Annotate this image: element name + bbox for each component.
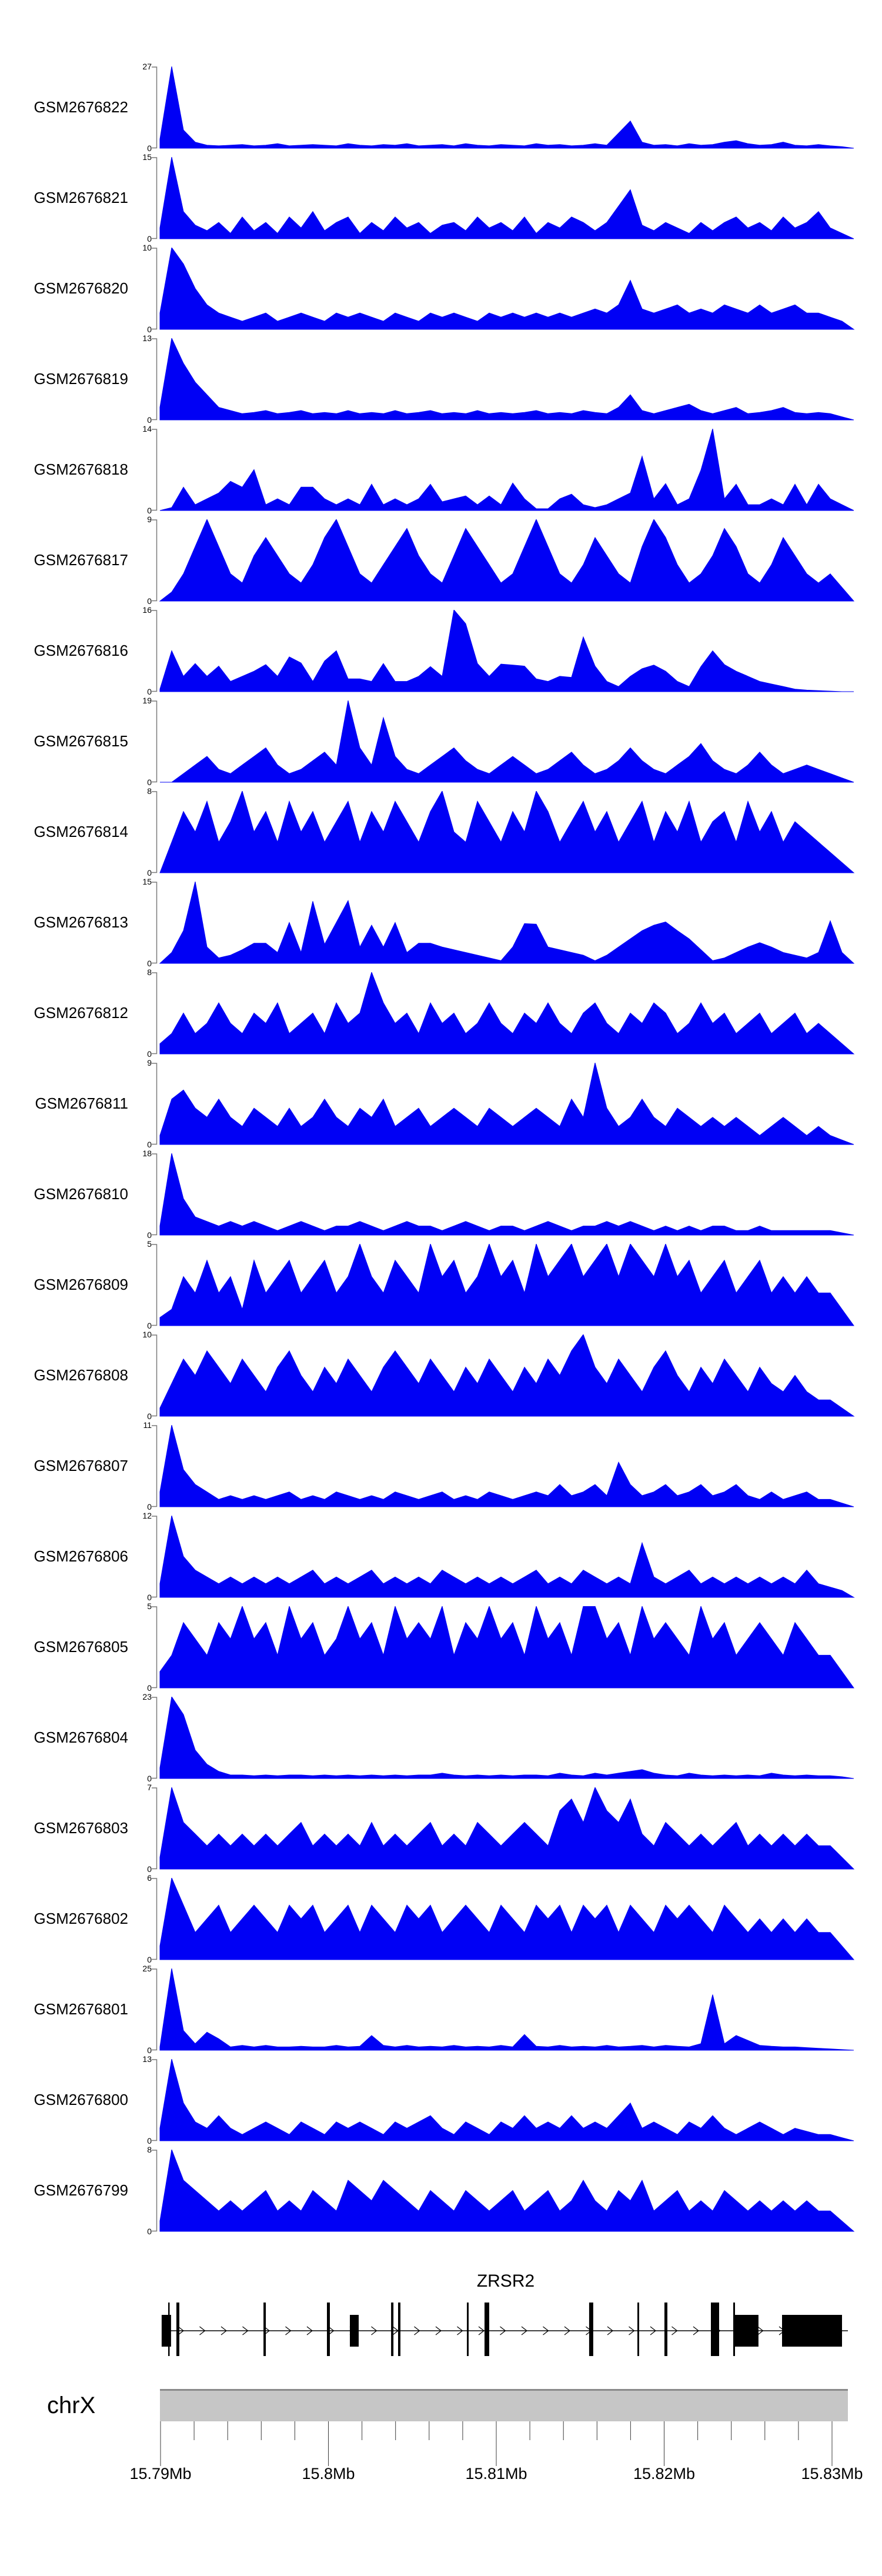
coverage-track-row xyxy=(0,877,882,972)
coverage-area xyxy=(160,1334,854,1416)
y-axis-bracket xyxy=(152,1878,157,1960)
y-axis-zero-label: 0 xyxy=(147,1412,152,1421)
y-axis-max-label: 25 xyxy=(142,1964,152,1973)
y-axis-max-label: 18 xyxy=(142,1149,152,1158)
coverage-area xyxy=(160,1063,854,1144)
y-axis-bracket xyxy=(152,248,157,329)
coverage-track-row xyxy=(0,1149,882,1244)
y-axis-zero-label: 0 xyxy=(147,2227,152,2236)
coverage-track-row xyxy=(0,152,882,248)
y-axis-max-label: 8 xyxy=(147,2145,152,2154)
y-axis-bracket xyxy=(152,1607,157,1688)
track-sample-label: GSM2676822 xyxy=(34,98,128,116)
coverage-area xyxy=(160,519,854,601)
coverage-plot xyxy=(147,791,858,874)
track-sample-label: GSM2676818 xyxy=(34,461,128,478)
gene-exon-bar xyxy=(467,2303,469,2356)
y-axis-bracket xyxy=(152,1788,157,1869)
y-axis-max-label: 16 xyxy=(142,605,152,615)
y-axis-zero-label: 0 xyxy=(147,1593,152,1602)
track-sample-label: GSM2676801 xyxy=(34,2000,128,2018)
y-axis-bracket xyxy=(152,792,157,873)
coverage-plot xyxy=(147,66,858,149)
coverage-area xyxy=(160,882,854,963)
coverage-plot xyxy=(147,1516,858,1599)
gene-exon-bar xyxy=(327,2303,330,2356)
y-axis-zero-label: 0 xyxy=(147,1140,152,1149)
coverage-track-row xyxy=(0,1330,882,1425)
y-axis-bracket xyxy=(152,2150,157,2231)
coverage-plot xyxy=(147,429,858,512)
y-axis-max-label: 9 xyxy=(147,1058,152,1067)
coverage-plot xyxy=(147,1334,858,1417)
gene-exon-box xyxy=(734,2315,759,2347)
coverage-area xyxy=(160,1697,854,1778)
gene-name-label: ZRSR2 xyxy=(476,2271,535,2291)
coverage-area xyxy=(160,1516,854,1597)
coverage-plot xyxy=(147,2059,858,2142)
track-sample-label: GSM2676817 xyxy=(34,551,128,569)
y-axis-bracket xyxy=(152,429,157,510)
gene-exon-bar xyxy=(637,2303,639,2356)
y-axis-zero-label: 0 xyxy=(147,868,152,877)
coverage-area xyxy=(160,972,854,1054)
coverage-track-row xyxy=(0,786,882,882)
coverage-track-row xyxy=(0,967,882,1063)
coverage-track-row xyxy=(0,62,882,157)
coverage-area xyxy=(160,1606,854,1688)
y-axis-zero-label: 0 xyxy=(147,1049,152,1059)
coverage-area xyxy=(160,2059,854,2141)
y-axis-max-label: 15 xyxy=(142,152,152,162)
y-axis-max-label: 23 xyxy=(142,1692,152,1701)
coverage-plot xyxy=(147,1878,858,1961)
y-axis-max-label: 15 xyxy=(142,877,152,886)
coverage-track-row xyxy=(0,333,882,429)
y-axis-bracket xyxy=(152,520,157,601)
coverage-track-row xyxy=(0,1783,882,1878)
gene-exon-bar xyxy=(391,2303,393,2356)
track-sample-label: GSM2676802 xyxy=(34,1910,128,1927)
coverage-plot xyxy=(147,1787,858,1870)
gene-exon-bar xyxy=(263,2303,266,2356)
y-axis-zero-label: 0 xyxy=(147,1955,152,1964)
coverage-area xyxy=(160,1153,854,1235)
ruler-tick-label: 15.8Mb xyxy=(302,2465,355,2482)
y-axis-bracket xyxy=(152,973,157,1054)
y-axis-max-label: 7 xyxy=(147,1783,152,1792)
y-axis-bracket xyxy=(152,1426,157,1507)
y-axis-zero-label: 0 xyxy=(147,1321,152,1330)
gene-exon-bar xyxy=(398,2303,400,2356)
gene-exon-bar xyxy=(711,2303,719,2356)
y-axis-bracket xyxy=(152,2060,157,2141)
coverage-track-row xyxy=(0,243,882,338)
coverage-track-row xyxy=(0,1873,882,1968)
y-axis-zero-label: 0 xyxy=(147,2046,152,2055)
coordinate-ruler xyxy=(147,2421,858,2468)
coverage-plot xyxy=(147,1697,858,1780)
y-axis-zero-label: 0 xyxy=(147,325,152,334)
track-sample-label: GSM2676804 xyxy=(34,1729,128,1746)
coverage-area xyxy=(160,157,854,239)
y-axis-max-label: 27 xyxy=(142,62,152,71)
coverage-track-row xyxy=(0,1511,882,1606)
gene-exon-bar xyxy=(664,2303,667,2356)
gene-exon-box xyxy=(162,2315,171,2347)
ruler-tick-label: 15.82Mb xyxy=(633,2465,696,2482)
coverage-plot xyxy=(147,519,858,602)
y-axis-zero-label: 0 xyxy=(147,1230,152,1240)
y-axis-zero-label: 0 xyxy=(147,1864,152,1874)
track-sample-label: GSM2676807 xyxy=(34,1457,128,1474)
track-sample-label: GSM2676799 xyxy=(34,2181,128,2199)
y-axis-max-label: 8 xyxy=(147,967,152,977)
y-axis-bracket xyxy=(152,701,157,782)
coverage-area xyxy=(160,2150,854,2231)
y-axis-max-label: 10 xyxy=(142,1330,152,1339)
y-axis-max-label: 8 xyxy=(147,786,152,796)
y-axis-zero-label: 0 xyxy=(147,687,152,696)
coverage-track-row xyxy=(0,1601,882,1697)
y-axis-max-label: 11 xyxy=(143,1420,152,1430)
coverage-track-row xyxy=(0,1058,882,1153)
coverage-plot xyxy=(147,610,858,693)
y-axis-zero-label: 0 xyxy=(147,959,152,968)
coverage-area xyxy=(160,248,854,329)
y-axis-bracket xyxy=(152,1969,157,2050)
coverage-area xyxy=(160,1968,854,2050)
coverage-track-row xyxy=(0,1692,882,1787)
track-sample-label: GSM2676813 xyxy=(34,913,128,931)
y-axis-max-label: 6 xyxy=(147,1873,152,1883)
coverage-plot xyxy=(147,1244,858,1327)
coverage-plot xyxy=(147,1606,858,1689)
coverage-plot xyxy=(147,338,858,421)
coverage-area xyxy=(160,1787,854,1869)
gene-model xyxy=(147,2298,858,2357)
track-sample-label: GSM2676805 xyxy=(34,1638,128,1656)
coverage-plot xyxy=(147,882,858,965)
y-axis-zero-label: 0 xyxy=(147,415,152,425)
coverage-track-row xyxy=(0,515,882,610)
coverage-plot xyxy=(147,1425,858,1508)
coverage-area xyxy=(160,610,854,692)
coverage-track-row xyxy=(0,1420,882,1516)
coverage-plot xyxy=(147,972,858,1055)
coverage-track-row xyxy=(0,1964,882,2059)
y-axis-bracket xyxy=(152,1154,157,1235)
coverage-plot xyxy=(147,1153,858,1236)
track-sample-label: GSM2676819 xyxy=(34,370,128,388)
y-axis-zero-label: 0 xyxy=(147,506,152,515)
track-sample-label: GSM2676811 xyxy=(35,1095,128,1112)
coverage-area xyxy=(160,700,854,782)
coverage-track-row xyxy=(0,2054,882,2150)
ruler-tick-label: 15.79Mb xyxy=(129,2465,192,2482)
coverage-area xyxy=(160,1425,854,1507)
y-axis-zero-label: 0 xyxy=(147,2136,152,2145)
gene-exon-bar xyxy=(485,2303,489,2356)
gene-exon-box xyxy=(350,2315,359,2347)
coverage-plot xyxy=(147,2150,858,2233)
gene-exon-box xyxy=(782,2315,842,2347)
y-axis-zero-label: 0 xyxy=(147,1774,152,1783)
y-axis-zero-label: 0 xyxy=(147,234,152,243)
track-sample-label: GSM2676821 xyxy=(34,189,128,206)
y-axis-max-label: 13 xyxy=(142,2054,152,2064)
coverage-plot xyxy=(147,157,858,240)
track-sample-label: GSM2676810 xyxy=(34,1185,128,1203)
track-sample-label: GSM2676812 xyxy=(34,1004,128,1022)
y-axis-max-label: 13 xyxy=(142,333,152,343)
coverage-track-row xyxy=(0,2145,882,2240)
ruler-tick-label: 15.81Mb xyxy=(465,2465,527,2482)
y-axis-max-label: 10 xyxy=(142,243,152,252)
y-axis-bracket xyxy=(152,1697,157,1778)
y-axis-bracket xyxy=(152,339,157,420)
y-axis-bracket xyxy=(152,67,157,148)
gene-exon-bar xyxy=(589,2303,593,2356)
y-axis-bracket xyxy=(152,1516,157,1597)
coverage-area xyxy=(160,338,854,420)
gene-exon-bar xyxy=(176,2303,179,2356)
ruler-tick-label: 15.83Mb xyxy=(801,2465,863,2482)
y-axis-bracket xyxy=(152,158,157,239)
y-axis-max-label: 19 xyxy=(142,696,152,705)
coverage-area xyxy=(160,791,854,873)
coverage-plot xyxy=(147,248,858,331)
coverage-plot xyxy=(147,700,858,783)
coverage-area xyxy=(160,1244,854,1326)
coverage-area xyxy=(160,1878,854,1960)
y-axis-max-label: 14 xyxy=(142,424,152,433)
y-axis-max-label: 9 xyxy=(147,515,152,524)
coverage-track-row xyxy=(0,1239,882,1334)
chromosome-bar xyxy=(160,2389,848,2421)
track-sample-label: GSM2676806 xyxy=(34,1547,128,1565)
y-axis-zero-label: 0 xyxy=(147,1502,152,1511)
coverage-plot xyxy=(147,1063,858,1146)
coverage-plot xyxy=(147,1968,858,2051)
y-axis-zero-label: 0 xyxy=(147,596,152,606)
coverage-area xyxy=(160,66,854,148)
coverage-track-row xyxy=(0,696,882,791)
coverage-track-row xyxy=(0,605,882,700)
track-sample-label: GSM2676803 xyxy=(34,1819,128,1837)
y-axis-bracket xyxy=(152,1335,157,1416)
track-sample-label: GSM2676800 xyxy=(34,2091,128,2108)
track-sample-label: GSM2676816 xyxy=(34,642,128,659)
y-axis-max-label: 5 xyxy=(147,1239,152,1249)
y-axis-zero-label: 0 xyxy=(147,778,152,787)
track-sample-label: GSM2676820 xyxy=(34,279,128,297)
track-sample-label: GSM2676814 xyxy=(34,823,128,840)
y-axis-bracket xyxy=(152,882,157,963)
y-axis-max-label: 5 xyxy=(147,1601,152,1611)
y-axis-zero-label: 0 xyxy=(147,144,152,153)
coverage-area xyxy=(160,429,854,510)
track-sample-label: GSM2676815 xyxy=(34,732,128,750)
y-axis-bracket xyxy=(152,1063,157,1144)
track-sample-label: GSM2676809 xyxy=(34,1276,128,1293)
track-sample-label: GSM2676808 xyxy=(34,1366,128,1384)
y-axis-bracket xyxy=(152,1244,157,1326)
chromosome-label: chrX xyxy=(47,2393,96,2418)
y-axis-zero-label: 0 xyxy=(147,1683,152,1693)
y-axis-bracket xyxy=(152,610,157,692)
y-axis-max-label: 12 xyxy=(142,1511,152,1520)
coverage-track-row xyxy=(0,424,882,519)
